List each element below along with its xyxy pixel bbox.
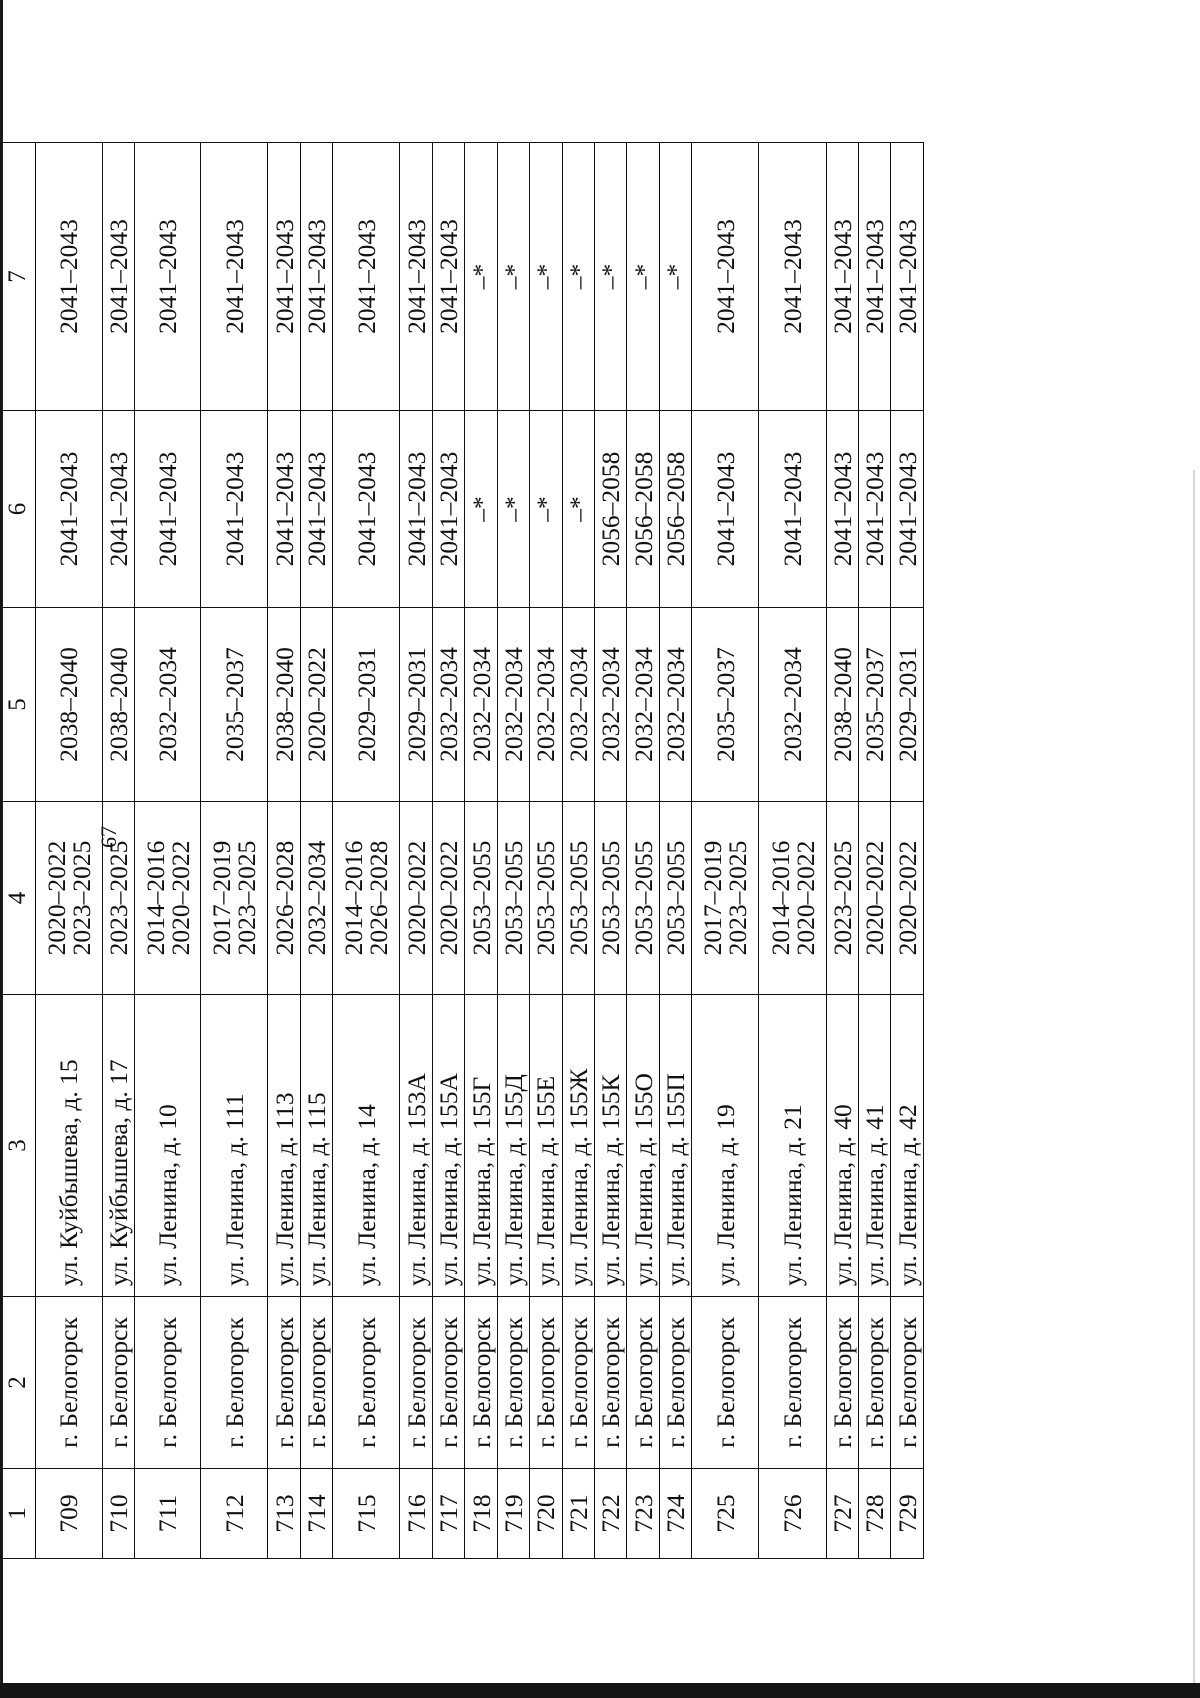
table-cell-c1: 720: [530, 1469, 562, 1559]
table-row: [201, 143, 268, 1559]
table-cell-c4: [859, 802, 891, 995]
table-cell-c1: 718: [465, 1469, 497, 1559]
table-cell-c3: ул. Куйбышева, д. 15: [35, 995, 102, 1297]
table-cell-c4: [102, 802, 134, 995]
table-row: [400, 143, 432, 1559]
table-cell-line: 2023–2025: [66, 840, 96, 956]
table-cell-c7: 2041–2043: [333, 143, 400, 411]
table-cell-c5: 2032–2034: [135, 608, 201, 802]
table-cell-line: 2023–2025: [723, 840, 753, 956]
table-cell-c3: ул. Ленина, д. 113: [268, 995, 300, 1297]
table-cell-c3: ул. Ленина, д. 21: [759, 995, 826, 1297]
table-cell-c4: [465, 802, 497, 995]
table-cell-c4: [891, 802, 924, 995]
table-cell-line: 2017–2019: [698, 840, 728, 956]
table-cell-c6: 2056–2058: [627, 411, 659, 608]
table-cell-c7: 2041–2043: [692, 143, 759, 411]
table-cell-c4: [268, 802, 300, 995]
table-cell-c1: 711: [135, 1469, 201, 1559]
table-cell-c3: ул. Ленина, д. 155Д: [497, 995, 529, 1297]
table-cell-c6: 2041–2043: [201, 411, 268, 608]
table-cell-c4: [627, 802, 659, 995]
table-cell-c4: [595, 802, 627, 995]
table-cell-c1: 712: [201, 1469, 268, 1559]
table-cell-c4: [826, 802, 858, 995]
table-cell-c3: ул. Ленина, д. 115: [300, 995, 332, 1297]
table-cell-c7: –*: [595, 143, 627, 411]
table-cell-line: 2023–2025: [232, 840, 262, 956]
table-cell-c5: 2029–2031: [333, 608, 400, 802]
rotated-table-container: [0, 143, 924, 1559]
table-cell-c2: г. Белогорск: [530, 1297, 562, 1469]
table-cell-c5: 2020–2022: [300, 608, 332, 802]
column-header: 1: [1, 1469, 36, 1559]
table-body: [1, 143, 924, 1559]
table-cell-c2: г. Белогорск: [826, 1297, 858, 1469]
table-row: [826, 143, 858, 1559]
column-header: 4: [1, 802, 36, 995]
table-cell-c2: г. Белогорск: [859, 1297, 891, 1469]
table-cell-c2: г. Белогорск: [135, 1297, 201, 1469]
table-cell-c1: 723: [627, 1469, 659, 1559]
header-row: [1, 143, 36, 1559]
table-cell-c6: –*: [562, 411, 594, 608]
table-cell-c6: 2041–2043: [135, 411, 201, 608]
table-cell-c2: г. Белогорск: [102, 1297, 134, 1469]
table-cell-c6: 2041–2043: [432, 411, 464, 608]
table-cell-c3: ул. Ленина, д. 111: [201, 995, 268, 1297]
table-cell-c6: 2041–2043: [692, 411, 759, 608]
table-cell-c2: г. Белогорск: [465, 1297, 497, 1469]
column-header: 6: [1, 411, 36, 608]
table-cell-line: 2053–2055: [596, 840, 626, 956]
table-cell-c6: 2041–2043: [859, 411, 891, 608]
column-header: 7: [1, 143, 36, 411]
table-cell-c5: 2032–2034: [497, 608, 529, 802]
table-cell-c2: г. Белогорск: [400, 1297, 432, 1469]
table-cell-line: 2053–2055: [498, 840, 528, 956]
table-cell-c2: г. Белогорск: [497, 1297, 529, 1469]
table-cell-c3: ул. Ленина, д. 42: [891, 995, 924, 1297]
table-cell-c1: 719: [497, 1469, 529, 1559]
table-cell-line: 2020–2022: [892, 840, 922, 956]
table-row: [530, 143, 562, 1559]
table-cell-c7: 2041–2043: [102, 143, 134, 411]
table-cell-c3: ул. Ленина, д. 19: [692, 995, 759, 1297]
table-row: [432, 143, 464, 1559]
table-row: [35, 143, 102, 1559]
table-row: [759, 143, 826, 1559]
table-cell-c7: 2041–2043: [432, 143, 464, 411]
table-cell-line: 2020–2022: [41, 840, 71, 956]
table-row: [102, 143, 134, 1559]
table-cell-c3: ул. Ленина, д. 14: [333, 995, 400, 1297]
table-cell-c1: 713: [268, 1469, 300, 1559]
table-cell-c6: 2041–2043: [891, 411, 924, 608]
table-cell-c6: 2041–2043: [826, 411, 858, 608]
table-cell-line: 2053–2055: [531, 840, 561, 956]
table-cell-c2: г. Белогорск: [201, 1297, 268, 1469]
table-row: [465, 143, 497, 1559]
table-cell-c6: 2056–2058: [659, 411, 691, 608]
table-cell-c3: ул. Ленина, д. 155Г: [465, 995, 497, 1297]
table-cell-c2: г. Белогорск: [627, 1297, 659, 1469]
table-cell-c2: г. Белогорск: [891, 1297, 924, 1469]
table-cell-c6: –*: [465, 411, 497, 608]
table-cell-c7: 2041–2043: [135, 143, 201, 411]
table-cell-c4: [530, 802, 562, 995]
table-cell-c3: ул. Куйбышева, д. 17: [102, 995, 134, 1297]
table-row: [135, 143, 201, 1559]
table-cell-line: 2014–2016: [140, 840, 170, 956]
table-cell-line: 2020–2022: [790, 840, 820, 956]
table-cell-c3: ул. Ленина, д. 155К: [595, 995, 627, 1297]
table-cell-c1: 714: [300, 1469, 332, 1559]
table-row: [659, 143, 691, 1559]
table-cell-line: 2023–2025: [104, 840, 134, 956]
table-cell-c1: 721: [562, 1469, 594, 1559]
table-cell-c5: 2029–2031: [891, 608, 924, 802]
table-row: [300, 143, 332, 1559]
table-cell-c5: 2038–2040: [35, 608, 102, 802]
table-cell-c3: ул. Ленина, д. 155П: [659, 995, 691, 1297]
table-cell-c5: 2032–2034: [465, 608, 497, 802]
table-cell-c7: 2041–2043: [400, 143, 432, 411]
table-cell-line: 2020–2022: [860, 840, 890, 956]
table-cell-c2: г. Белогорск: [300, 1297, 332, 1469]
register-table: [0, 142, 924, 1559]
table-cell-c3: ул. Ленина, д. 155О: [627, 995, 659, 1297]
table-cell-c6: 2041–2043: [300, 411, 332, 608]
table-cell-c2: г. Белогорск: [659, 1297, 691, 1469]
table-cell-c1: 710: [102, 1469, 134, 1559]
table-cell-c7: 2041–2043: [859, 143, 891, 411]
table-row: [268, 143, 300, 1559]
table-cell-line: 2020–2022: [401, 840, 431, 956]
table-cell-c7: –*: [530, 143, 562, 411]
table-cell-line: 2026–2028: [364, 840, 394, 956]
table-cell-line: 2020–2022: [434, 840, 464, 956]
table-cell-c5: 2035–2037: [201, 608, 268, 802]
table-cell-c4: [759, 802, 826, 995]
table-cell-c7: –*: [562, 143, 594, 411]
page-number: 67: [96, 826, 121, 848]
table-cell-c2: г. Белогорск: [595, 1297, 627, 1469]
table-cell-c3: ул. Ленина, д. 10: [135, 995, 201, 1297]
table-cell-c6: 2056–2058: [595, 411, 627, 608]
table-cell-line: 2053–2055: [628, 840, 658, 956]
scan-edge-right: [1193, 470, 1195, 1683]
table-cell-c7: 2041–2043: [826, 143, 858, 411]
table-cell-line: 2020–2022: [165, 840, 195, 956]
table-cell-c6: 2041–2043: [759, 411, 826, 608]
table-cell-c1: 728: [859, 1469, 891, 1559]
table-cell-line: 2017–2019: [207, 840, 237, 956]
table-cell-c6: 2041–2043: [333, 411, 400, 608]
table-cell-line: 2014–2016: [339, 840, 369, 956]
table-cell-c6: –*: [530, 411, 562, 608]
table-cell-c5: 2038–2040: [826, 608, 858, 802]
table-cell-c4: [692, 802, 759, 995]
scan-edge-bottom: [0, 1683, 1200, 1698]
table-cell-c6: 2041–2043: [268, 411, 300, 608]
table-cell-c4: [135, 802, 201, 995]
table-cell-c3: ул. Ленина, д. 41: [859, 995, 891, 1297]
table-cell-c4: [497, 802, 529, 995]
table-cell-c7: 2041–2043: [201, 143, 268, 411]
table-cell-c7: –*: [497, 143, 529, 411]
table-cell-c1: 709: [35, 1469, 102, 1559]
table-cell-c2: г. Белогорск: [35, 1297, 102, 1469]
table-cell-c7: 2041–2043: [891, 143, 924, 411]
table-cell-c4: [35, 802, 102, 995]
table-cell-c5: 2032–2034: [432, 608, 464, 802]
table-cell-c5: 2032–2034: [530, 608, 562, 802]
table-cell-c6: 2041–2043: [400, 411, 432, 608]
column-header: 3: [1, 995, 36, 1297]
table-row: [497, 143, 529, 1559]
table-cell-c5: 2035–2037: [859, 608, 891, 802]
table-cell-line: 2023–2025: [827, 840, 857, 956]
table-cell-c1: 727: [826, 1469, 858, 1559]
table-cell-c7: –*: [627, 143, 659, 411]
table-cell-c1: 722: [595, 1469, 627, 1559]
table-cell-c5: 2032–2034: [595, 608, 627, 802]
table-cell-c5: 2035–2037: [692, 608, 759, 802]
table-cell-line: 2053–2055: [466, 840, 496, 956]
table-cell-c5: 2038–2040: [268, 608, 300, 802]
table-cell-c1: 717: [432, 1469, 464, 1559]
table-cell-c4: [300, 802, 332, 995]
table-cell-c2: г. Белогорск: [333, 1297, 400, 1469]
table-row: [595, 143, 627, 1559]
table-cell-c1: 716: [400, 1469, 432, 1559]
table-cell-c5: 2032–2034: [659, 608, 691, 802]
column-header: 2: [1, 1297, 36, 1469]
table-cell-c5: 2029–2031: [400, 608, 432, 802]
table-cell-c4: [432, 802, 464, 995]
table-cell-c5: 2032–2034: [759, 608, 826, 802]
table-row: [627, 143, 659, 1559]
table-cell-c7: –*: [659, 143, 691, 411]
table-cell-c3: ул. Ленина, д. 155А: [432, 995, 464, 1297]
table-cell-c7: 2041–2043: [759, 143, 826, 411]
table-cell-c6: 2041–2043: [35, 411, 102, 608]
table-cell-c2: г. Белогорск: [268, 1297, 300, 1469]
table-cell-c7: 2041–2043: [300, 143, 332, 411]
table-cell-c5: 2032–2034: [627, 608, 659, 802]
table-row: [333, 143, 400, 1559]
table-cell-c3: ул. Ленина, д. 155Ж: [562, 995, 594, 1297]
table-cell-c1: 725: [692, 1469, 759, 1559]
table-cell-c1: 726: [759, 1469, 826, 1559]
table-cell-line: 2026–2028: [269, 840, 299, 956]
table-cell-line: 2053–2055: [661, 840, 691, 956]
table-cell-c5: 2032–2034: [562, 608, 594, 802]
table-cell-c3: ул. Ленина, д. 155Е: [530, 995, 562, 1297]
table-row: [562, 143, 594, 1559]
table-cell-c7: 2041–2043: [35, 143, 102, 411]
table-cell-line: 2014–2016: [765, 840, 795, 956]
table-cell-c3: ул. Ленина, д. 153А: [400, 995, 432, 1297]
table-cell-line: 2032–2034: [302, 840, 332, 956]
table-cell-c4: [562, 802, 594, 995]
table-cell-c1: 724: [659, 1469, 691, 1559]
table-cell-c6: 2041–2043: [102, 411, 134, 608]
column-header: 5: [1, 608, 36, 802]
table-row: [859, 143, 891, 1559]
table-cell-c4: [333, 802, 400, 995]
table-cell-line: 2053–2055: [563, 840, 593, 956]
table-cell-c2: г. Белогорск: [432, 1297, 464, 1469]
table-cell-c2: г. Белогорск: [562, 1297, 594, 1469]
table-cell-c2: г. Белогорск: [759, 1297, 826, 1469]
table-cell-c3: ул. Ленина, д. 40: [826, 995, 858, 1297]
table-cell-c1: 729: [891, 1469, 924, 1559]
table-cell-c4: [201, 802, 268, 995]
table-cell-c2: г. Белогорск: [692, 1297, 759, 1469]
table-cell-c4: [659, 802, 691, 995]
table-cell-c6: –*: [497, 411, 529, 608]
table-cell-c5: 2038–2040: [102, 608, 134, 802]
table-row: [891, 143, 924, 1559]
table-cell-c7: 2041–2043: [268, 143, 300, 411]
table-row: [692, 143, 759, 1559]
table-cell-c1: 715: [333, 1469, 400, 1559]
table-cell-c7: –*: [465, 143, 497, 411]
table-cell-c4: [400, 802, 432, 995]
